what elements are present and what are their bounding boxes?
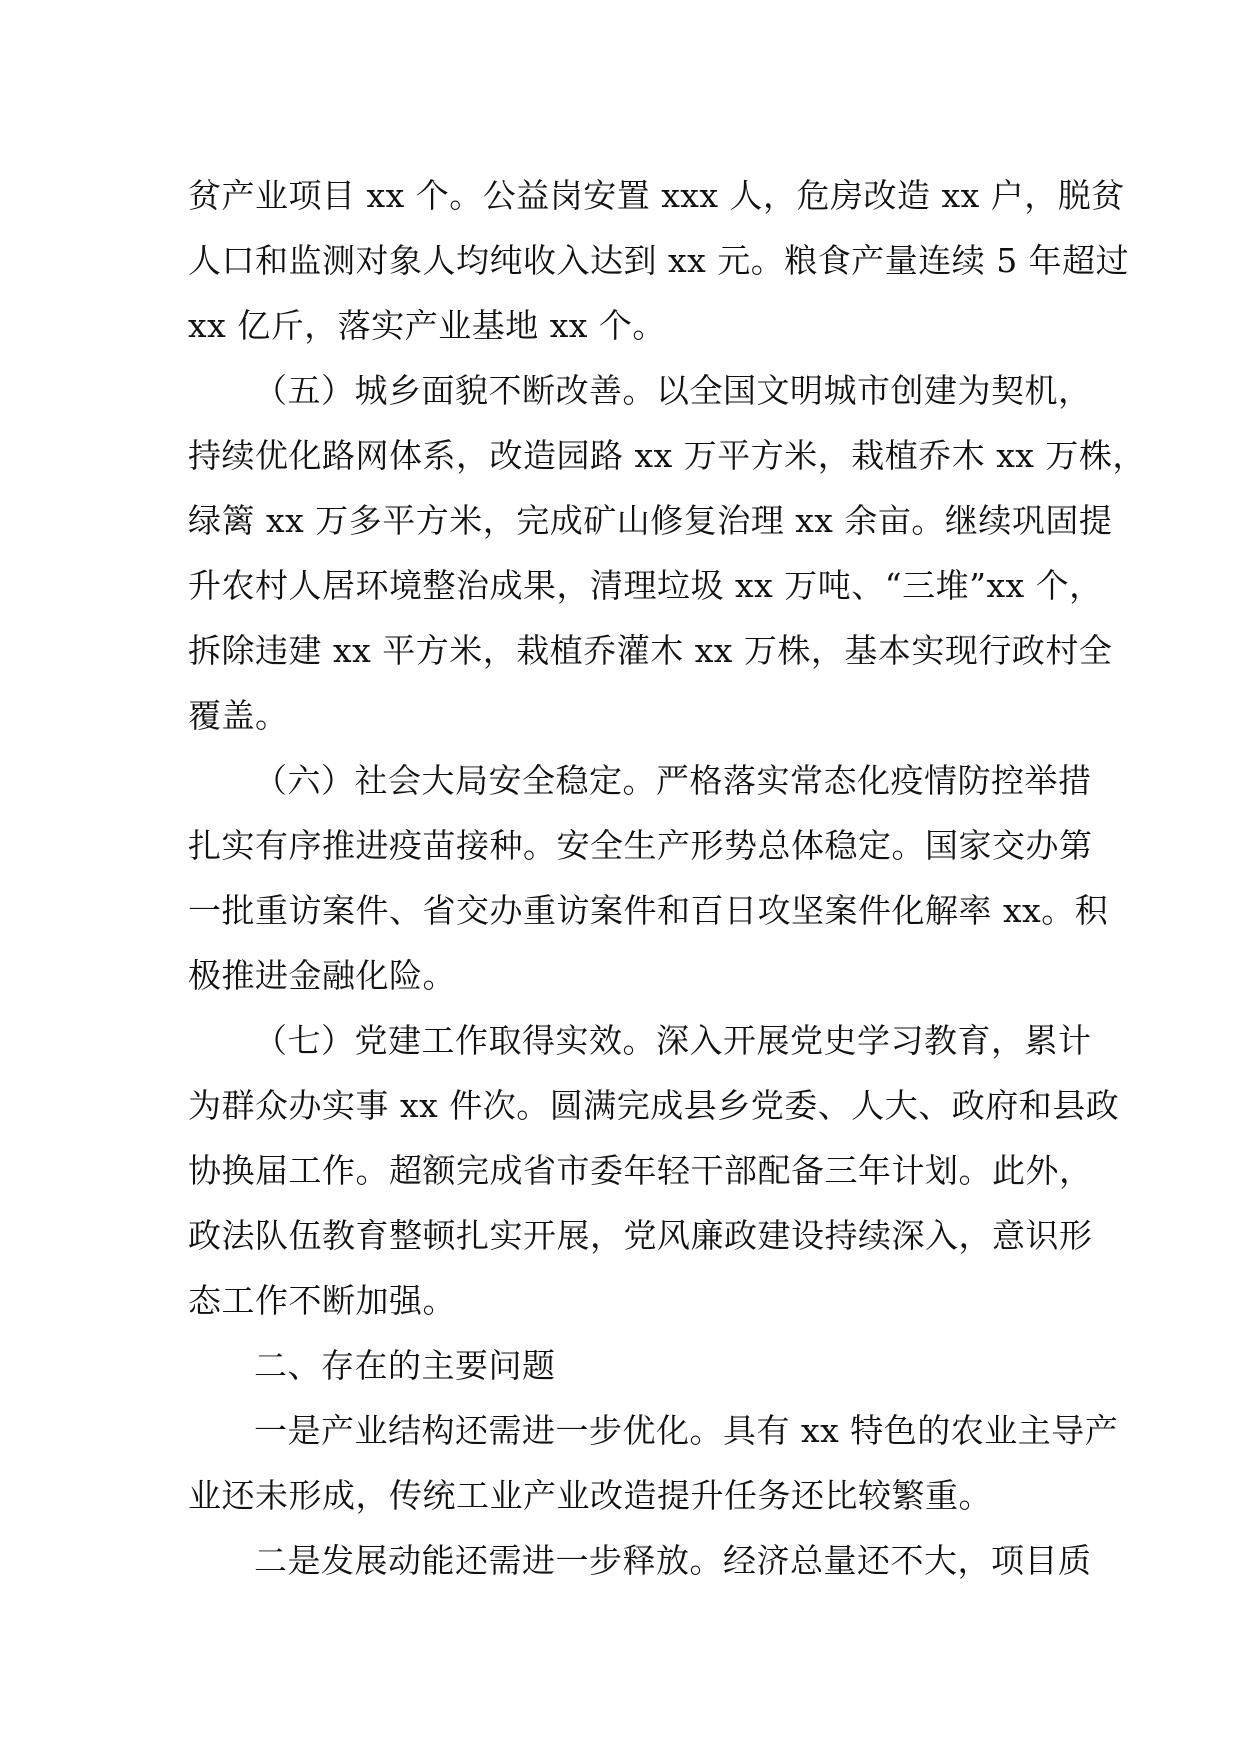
text-line: 贫产业项目 xx 个。公益岗安置 xxx 人，危房改造 xx 户，脱贫 xyxy=(188,176,1125,215)
section-heading-line: （六）社会大局安全稳定。严格落实常态化疫情防控举措 xyxy=(254,761,1092,800)
section-heading-line: 一是产业结构还需进一步优化。具有 xx 特色的农业主导产 xyxy=(254,1411,1119,1450)
chapter-heading-line: 二、存在的主要问题 xyxy=(254,1346,556,1385)
text-line: xx 亿斤，落实产业基地 xx 个。 xyxy=(188,306,666,345)
text-line: 绿篱 xx 万多平方米，完成矿山修复治理 xx 余亩。继续巩固提 xyxy=(188,501,1113,540)
text-line: 极推进金融化险。 xyxy=(188,956,456,995)
text-line: 升农村人居环境整治成果，清理垃圾 xx 万吨、“三堆”xx 个， xyxy=(188,566,1103,605)
text-line: 扎实有序推进疫苗接种。安全生产形势总体稳定。国家交办第 xyxy=(188,826,1093,865)
section-heading-line: 二是发展动能还需进一步释放。经济总量还不大，项目质 xyxy=(254,1541,1092,1580)
text-line: 拆除违建 xx 平方米，栽植乔灌木 xx 万株，基本实现行政村全 xyxy=(188,631,1113,670)
text-line: 态工作不断加强。 xyxy=(188,1281,456,1320)
text-line: 政法队伍教育整顿扎实开展，党风廉政建设持续深入，意识形 xyxy=(188,1216,1093,1255)
text-line: 业还未形成，传统工业产业改造提升任务还比较繁重。 xyxy=(188,1476,992,1515)
text-line: 协换届工作。超额完成省市委年轻干部配备三年计划。此外， xyxy=(188,1151,1093,1190)
section-heading-line: （七）党建工作取得实效。深入开展党史学习教育，累计 xyxy=(254,1021,1092,1060)
text-line: 覆盖。 xyxy=(188,696,289,735)
section-heading-line: （五）城乡面貌不断改善。以全国文明城市创建为契机， xyxy=(254,371,1092,410)
text-line: 一批重访案件、省交办重访案件和百日攻坚案件化解率 xx。积 xyxy=(188,891,1109,930)
text-line: 持续优化路网体系，改造园路 xx 万平方米，栽植乔木 xx 万株， xyxy=(188,436,1146,475)
text-line: 人口和监测对象人均纯收入达到 xx 元。粮食产量连续 5 年超过 xyxy=(188,241,1130,280)
document-body xyxy=(188,163,1146,1593)
text-line: 为群众办实事 xx 件次。圆满完成县乡党委、人大、政府和县政 xyxy=(188,1086,1120,1125)
